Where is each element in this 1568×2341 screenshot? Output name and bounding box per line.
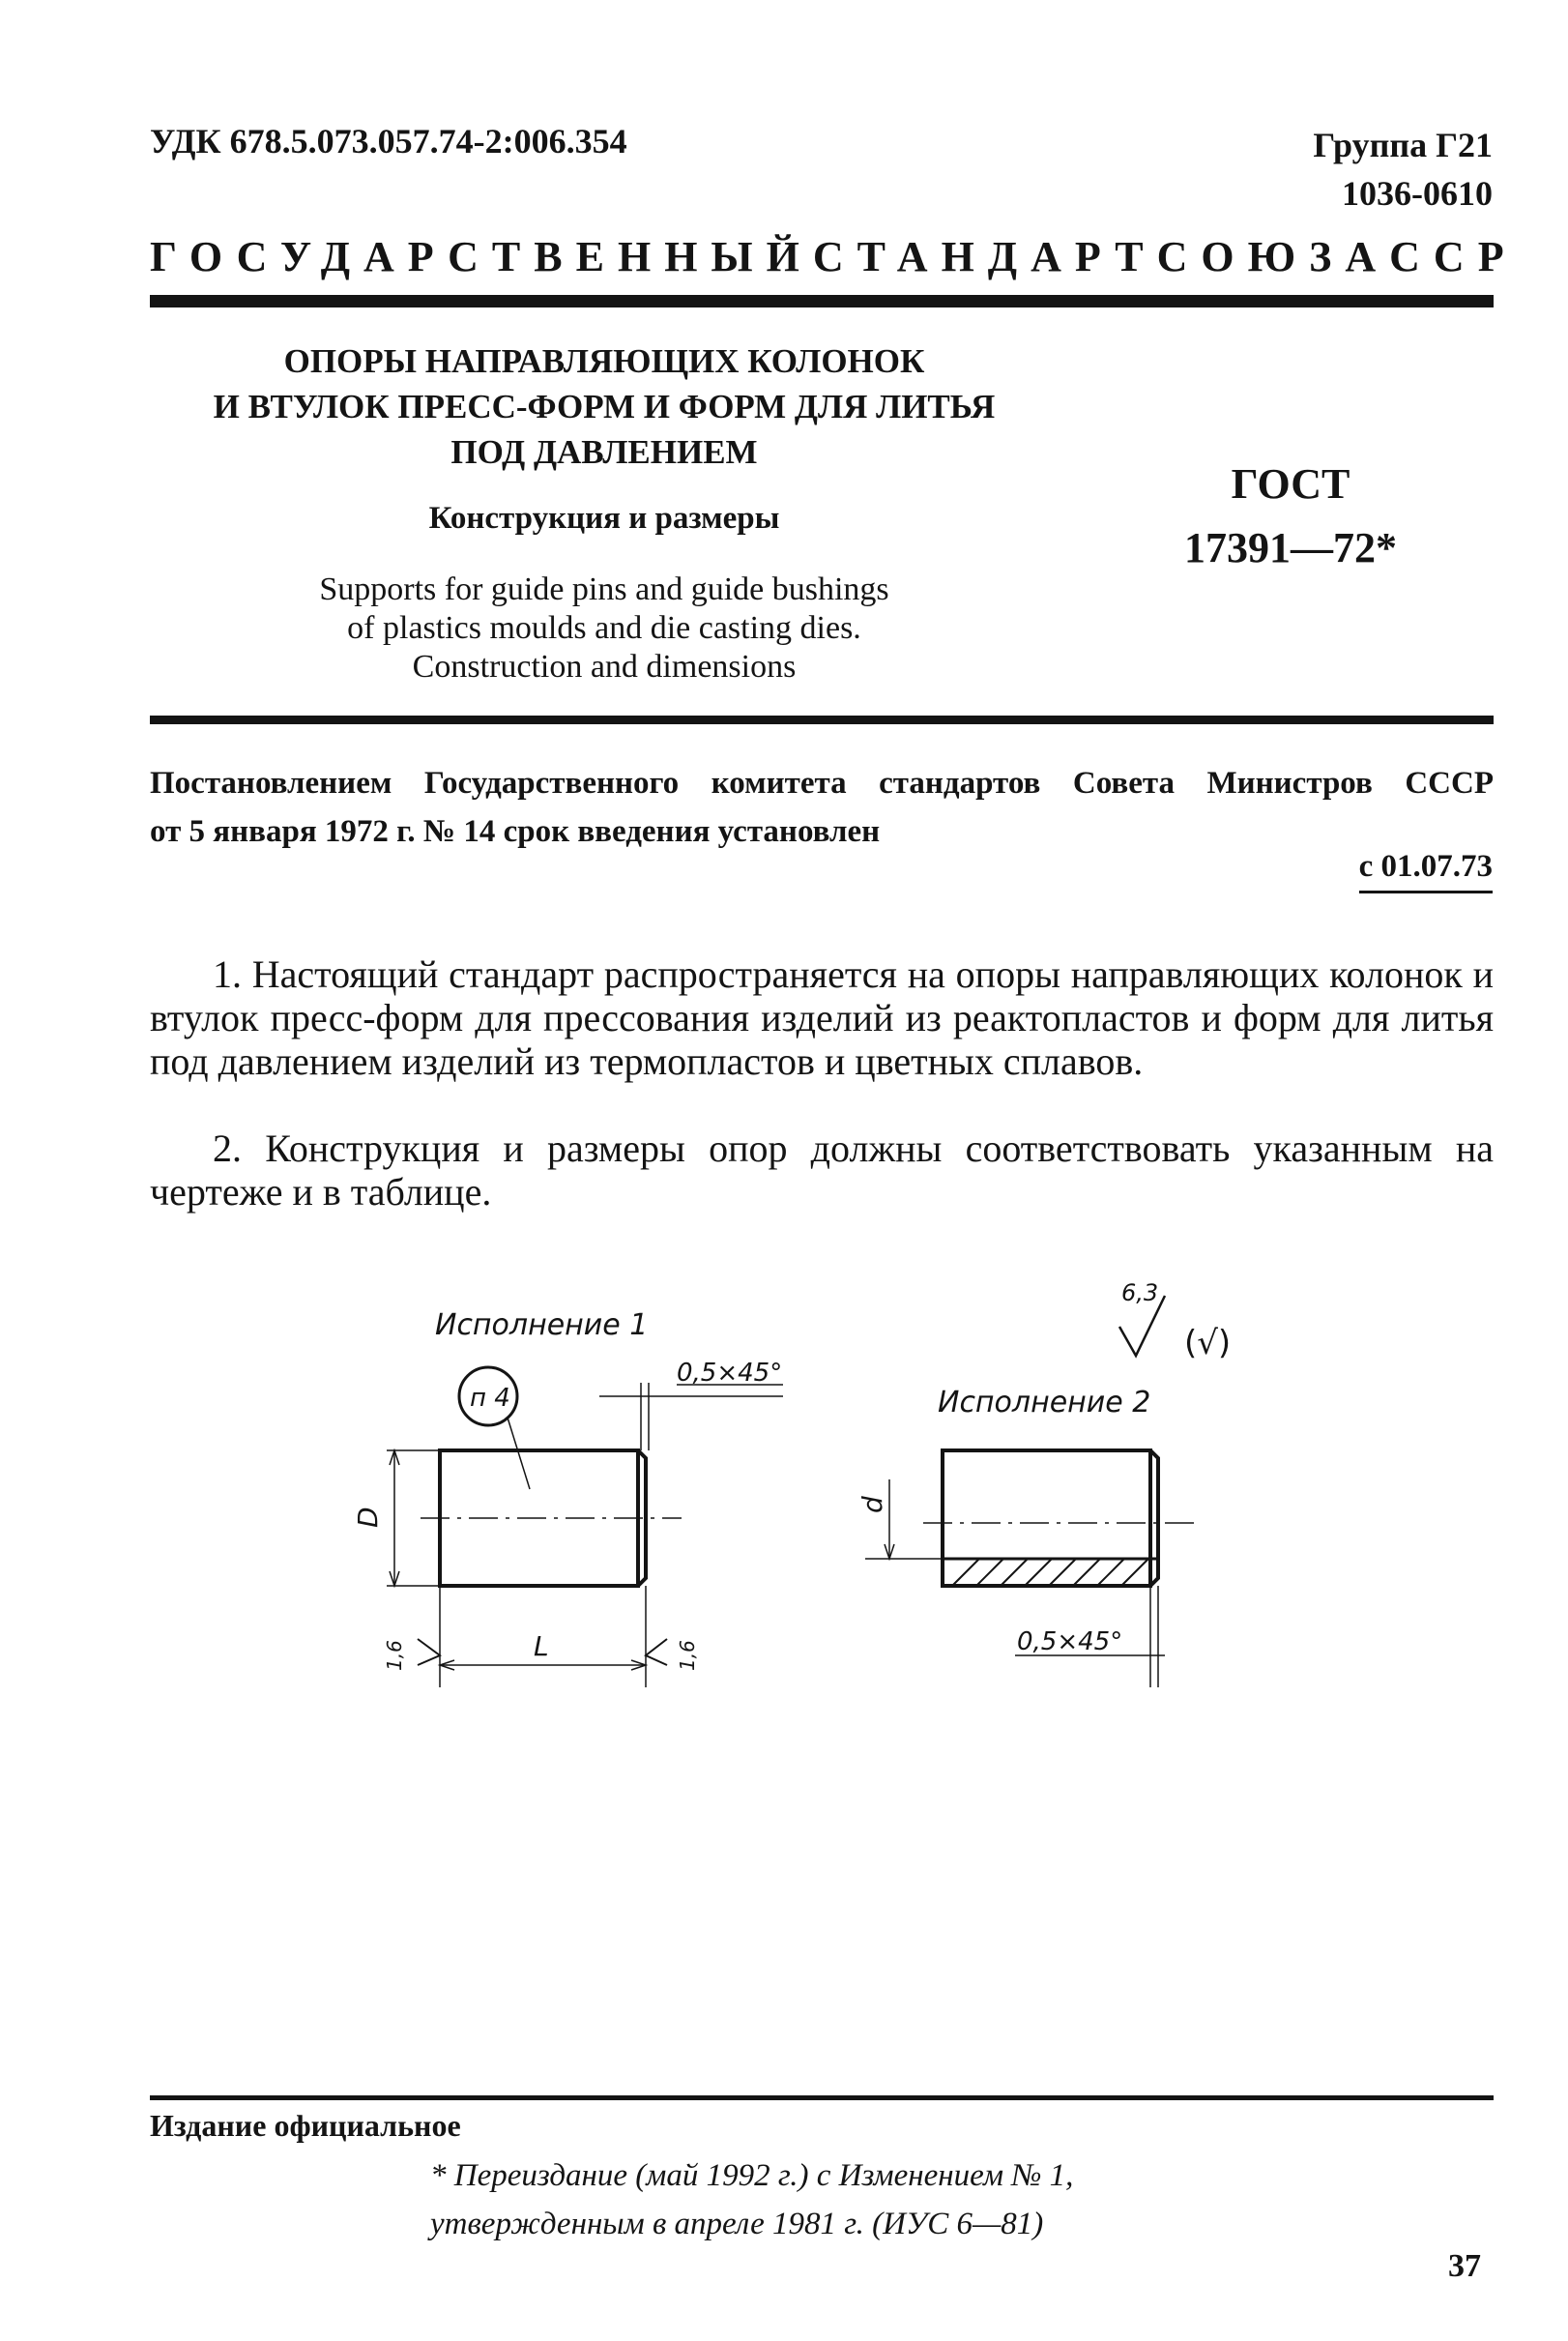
document-subtitle: Конструкция и размеры [428, 501, 780, 536]
english-title-line: Supports for guide pins and guide bushings [319, 571, 889, 607]
reissue-line: утвержденным в апреле 1981 г. (ИУС 6—81) [430, 2207, 1044, 2241]
title-line: И ВТУЛОК ПРЕСС-ФОРМ И ФОРМ ДЛЯ ЛИТЬЯ [213, 388, 996, 425]
dimension-d: d [857, 1496, 888, 1513]
english-title [155, 571, 1054, 687]
page-number: 37 [1448, 2248, 1481, 2284]
decree-line: Постановлением Государственного комитета стандартов Совета Министров СССР [150, 766, 1494, 801]
roughness-top: 6,3 [1121, 1279, 1159, 1306]
header-rule [150, 295, 1494, 307]
document-title [155, 338, 1054, 475]
english-title-line: Construction and dimensions [412, 649, 797, 685]
gost-block [1141, 453, 1440, 580]
group-block [1313, 121, 1493, 218]
roughness-general: (√) [1184, 1324, 1232, 1362]
state-word-1: ГОСУДАРСТВЕННЫЙ [150, 233, 813, 280]
roughness-left: 1,6 [383, 1640, 406, 1671]
classifier-code: 1036-0610 [1342, 174, 1493, 213]
title-line: ОПОРЫ НАПРАВЛЯЮЩИХ КОЛОНОК [283, 342, 925, 380]
title-rule [150, 716, 1494, 724]
state-word-3: СОЮЗА [1156, 233, 1390, 280]
marker-label: п 4 [470, 1384, 510, 1413]
chamfer-label-1: 0,5×45° [677, 1359, 783, 1388]
chamfer-label-2: 0,5×45° [1017, 1627, 1123, 1656]
variant2-label: Исполнение 2 [938, 1386, 1151, 1419]
english-title-line: of plastics moulds and die casting dies. [347, 610, 861, 646]
gost-number: 17391—72* [1184, 524, 1397, 571]
decree-text [150, 759, 1494, 856]
dimension-D: D [352, 1507, 384, 1528]
edition-label: Издание официальное [150, 2108, 461, 2143]
effective-date: с 01.07.73 [1359, 849, 1493, 893]
dimension-L: L [534, 1630, 549, 1662]
technical-drawing [0, 1247, 1568, 1712]
reissue-line: * Переиздание (май 1992 г.) с Изменением № 1, [430, 2158, 1074, 2193]
roughness-right: 1,6 [676, 1640, 699, 1671]
group-label: Группа Г21 [1313, 126, 1493, 164]
state-word-4: ССР [1389, 233, 1518, 280]
paragraph-2: 2. Конструкция и размеры опор должны соответствовать указанным на чертеже и в таблице. [150, 1127, 1494, 1214]
decree-line: от 5 января 1972 г. № 14 срок введения установлен [150, 814, 881, 849]
reissue-note [430, 2151, 1073, 2248]
footer-rule [150, 2095, 1494, 2100]
state-standard-heading [150, 232, 1518, 281]
paragraph-1: 1. Настоящий стандарт распространяется на опоры направляющих колонок и втулок пресс-форм для прессования изделий из реактопластов и форм для литья под давлением изделий из термопластов и цветных сплавов. [150, 952, 1494, 1083]
title-line: ПОД ДАВЛЕНИЕМ [450, 433, 758, 471]
udk-code: УДК 678.5.073.057.74-2:006.354 [150, 122, 627, 161]
variant1-label: Исполнение 1 [435, 1308, 649, 1342]
gost-label: ГОСТ [1231, 460, 1350, 508]
state-word-2: СТАНДАРТ [812, 233, 1157, 280]
